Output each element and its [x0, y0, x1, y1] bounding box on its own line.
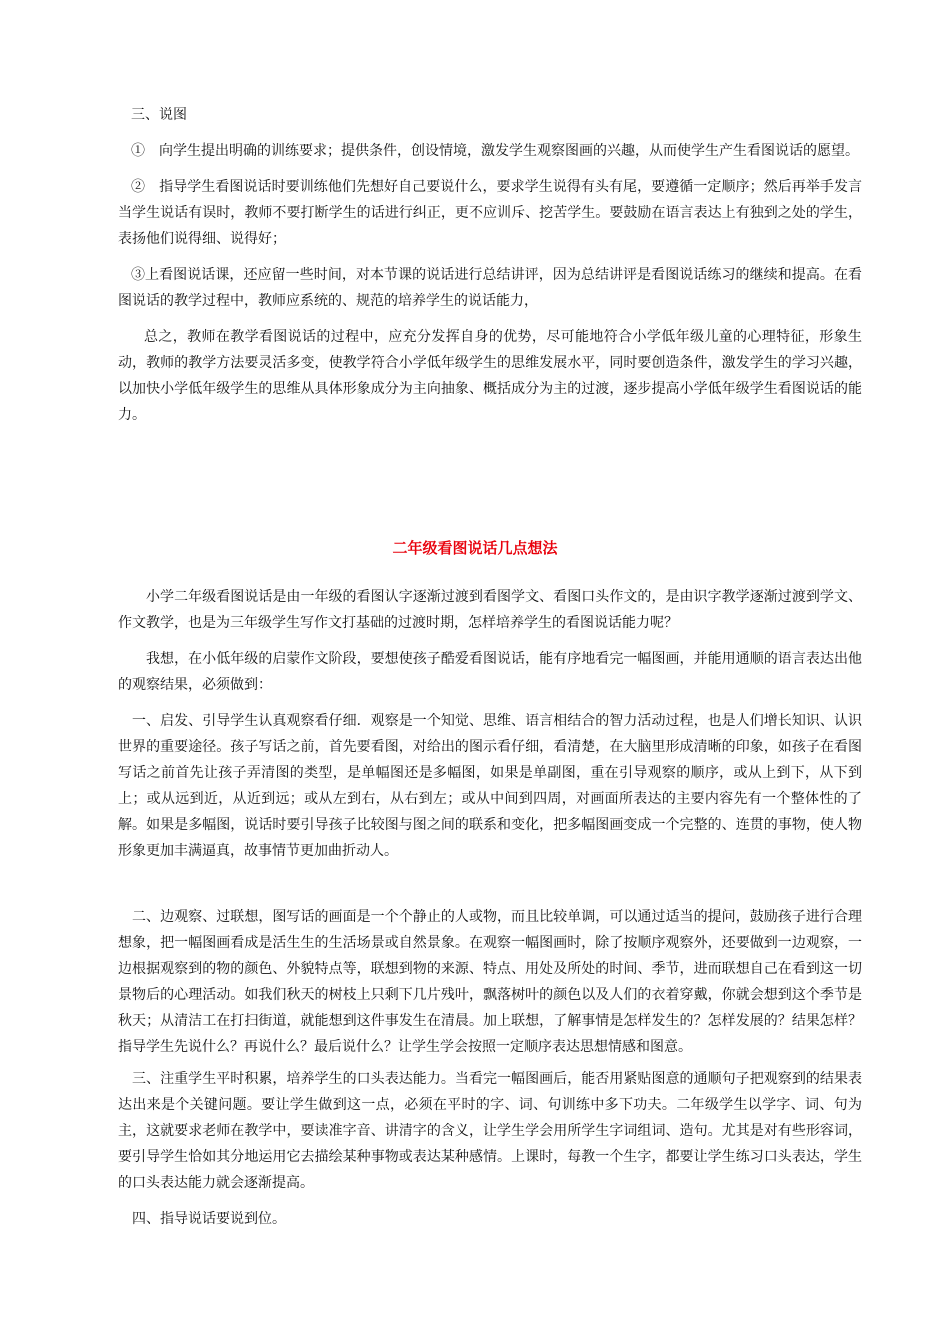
point-3-paragraph: 三、注重学生平时积累，培养学生的口头表达能力。当看完一幅图画后，能否用紧贴图意的通顺句子把观察到的结果表达出来是个关键问题。要让学生做到这一点，必须在平时的字、词、句训练中多下功夫。二年级学生以学字、词、句为主，这就要求老师在教学中，要读准字音、讲清字的含义，让学生学会用所学生字词组词、造句。尤其是对有些形容词，要引导学生恰如其分地运用它去描绘某种事物或表达某种感情。上课时，每教一个生字，都要让学生练习口头表达，学生的口头表达能力就会逐渐提高。	[118, 1071, 862, 1191]
point-1-paragraph: 一、启发、引导学生认真观察看仔细．观察是一个知觉、思维、语言相结合的智力活动过程，也是人们增长知识、认识世界的重要途径。孩子写话之前，首先要看图，对给出的图示看仔细，看清楚，在大脑里形成清晰的印象，如孩子在看图写话之前首先让孩子弄清图的类型，是单幅图还是多幅图，如果是单副图，重在引导观察的顺序，或从上到下，从下到上；或从远到近，从近到远；或从左到右，从右到左；或从中间到四周，对画面所表达的主要内容先有一个整体性的了解。如果是多幅图，说话时要引导孩子比较图与图之间的联系和变化，把多幅图画变成一个完整的、连贯的事物，使人物形象更加丰满逼真，故事情节更加曲折动人。	[118, 713, 862, 859]
paragraph-item-2: ② 指导学生看图说话时要训练他们先想好自己要说什么，要求学生说得有头有尾，要遵循一定顺序；然后再举手发言当学生说话有误时，教师不要打断学生的话进行纠正，更不应训斥、挖苦学生。要鼓励在语言表达上有独到之处的学生，表扬他们说得细、说得好；	[118, 179, 862, 247]
section-heading: 三、说图	[131, 107, 187, 123]
intro-paragraph: 小学二年级看图说话是由一年级的看图认字逐渐过渡到看图学文、看图口头作文的，是由识字教学逐渐过渡到学文、作文教学，也是为三年级学生写作文打基础的过渡时期，怎样培养学生的看图说话能力呢？	[118, 589, 862, 631]
summary-paragraph: 总之，教师在教学看图说话的过程中，应充分发挥自身的优势，尽可能地符合小学低年级儿童的心理特征，形象生动，教师的教学方法要灵活多变，使教学符合小学低年级学生的思维发展水平，同时要创造条件，激发学生的学习兴趣，以加快小学低年级学生的思维从具体形象成分为主向抽象、概括成分为主的过渡，逐步提高小学低年级学生看图说话的能力。	[118, 329, 862, 423]
article-title: 二年级看图说话几点想法	[392, 539, 558, 557]
thought-paragraph: 我想，在小低年级的启蒙作文阶段，要想使孩子酷爱看图说话，能有序地看完一幅图画，并能用通顺的语言表达出他的观察结果，必须做到：	[118, 651, 862, 693]
paragraph-item-3: ③上看图说话课，还应留一些时间，对本节课的说话进行总结讲评，因为总结讲评是看图说话练习的继续和提高。在看图说话的教学过程中，教师应系统的、规范的培养学生的说话能力，	[118, 267, 862, 309]
point-4-paragraph: 四、指导说话要说到位。	[132, 1211, 286, 1227]
paragraph-item-1: ① 向学生提出明确的训练要求；提供条件，创设情境，激发学生观察图画的兴趣，从而使学生产生看图说话的愿望。	[131, 143, 859, 159]
point-2-paragraph: 二、边观察、过联想，图写话的画面是一个个静止的人或物，而且比较单调，可以通过适当的提问，鼓励孩子进行合理想象，把一幅图画看成是活生生的生活场景或自然景象。在观察一幅图画时，除了按顺序观察外，还要做到一边观察，一边根据观察到的物的颜色、外貌特点等，联想到物的来源、特点、用处及所处的时间、季节，进而联想自己在看到这一切景物后的心理活动。如我们秋天的树枝上只剩下几片残叶，飘落树叶的颜色以及人们的衣着穿戴，你就会想到这个季节是秋天；从清洁工在打扫街道，就能想到这件事发生在清晨。加上联想，了解事情是怎样发生的？怎样发展的？结果怎样？指导学生先说什么？再说什么？最后说什么？让学生学会按照一定顺序表达思想情感和图意。	[118, 909, 862, 1055]
